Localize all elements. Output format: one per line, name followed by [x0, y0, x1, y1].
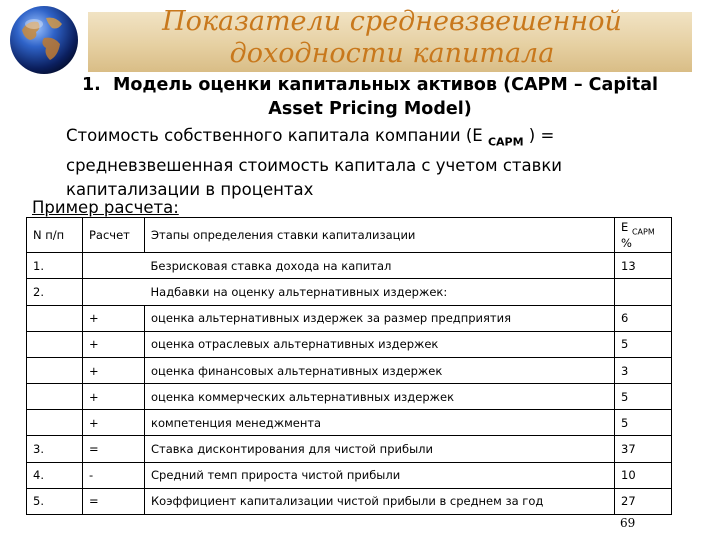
section-heading	[70, 73, 670, 121]
row-value: 13	[615, 253, 672, 279]
page-number: 69	[620, 516, 636, 530]
globe-icon	[8, 4, 80, 76]
row-number: 2.	[27, 279, 83, 305]
capm-subscript: CAPM	[487, 135, 524, 149]
header-stages: Этапы определения ставки капитализации	[145, 218, 615, 253]
row-value: 5	[615, 331, 672, 357]
definition-text-start: Стоимость собственного капитала компании (Е	[66, 126, 488, 145]
row-description: оценка альтернативных издержек за размер предприятия	[145, 305, 615, 331]
row-value: 10	[615, 462, 672, 488]
row-operator: +	[83, 410, 145, 436]
row-number	[27, 410, 83, 436]
table-row	[27, 488, 672, 514]
row-value: 5	[615, 410, 672, 436]
row-description: оценка отраслевых альтернативных издержек	[145, 331, 615, 357]
slide-title: Показатели средневзвешенной доходности капитала	[162, 6, 622, 69]
header-capm-sub: CAPM	[631, 227, 655, 237]
row-description: оценка финансовых альтернативных издержек	[145, 357, 615, 383]
table-row	[27, 357, 672, 383]
row-operator	[83, 253, 145, 279]
row-number	[27, 331, 83, 357]
definition-text-end: ) = средневзвешенная стоимость капитала с учетом ставки капитализации в процентах	[66, 126, 563, 200]
row-operator: +	[83, 384, 145, 410]
row-operator: +	[83, 357, 145, 383]
row-number: 1.	[27, 253, 83, 279]
row-number: 4.	[27, 462, 83, 488]
row-number	[27, 305, 83, 331]
header-capm-rate	[615, 218, 672, 253]
row-description: Средний темп прироста чистой прибыли	[145, 462, 615, 488]
row-description: оценка коммерческих альтернативных издержек	[145, 384, 615, 410]
row-number: 3.	[27, 436, 83, 462]
header-number: N п/п	[27, 218, 83, 253]
row-description: компетенция менеджмента	[145, 410, 615, 436]
table-row	[27, 253, 672, 279]
row-value: 6	[615, 305, 672, 331]
row-value: 27	[615, 488, 672, 514]
table-row	[27, 331, 672, 357]
example-label-text: Пример расчета:	[32, 198, 179, 217]
row-value	[615, 279, 672, 305]
header-calculation: Расчет	[83, 218, 145, 253]
row-description: Коэффициент капитализации чистой прибыли в среднем за год	[145, 488, 615, 514]
header-e: E	[621, 220, 629, 234]
row-number	[27, 357, 83, 383]
row-operator: =	[83, 488, 145, 514]
row-number	[27, 384, 83, 410]
table-row	[27, 279, 672, 305]
row-description: Ставка дисконтирования для чистой прибыли	[145, 436, 615, 462]
calculation-table	[26, 217, 672, 515]
row-value: 37	[615, 436, 672, 462]
row-description: Безрисковая ставка дохода на капитал	[145, 253, 615, 279]
table-row	[27, 384, 672, 410]
row-operator: -	[83, 462, 145, 488]
row-operator: =	[83, 436, 145, 462]
table-row	[27, 462, 672, 488]
table-header-row	[27, 218, 672, 253]
row-value: 5	[615, 384, 672, 410]
row-operator	[83, 279, 145, 305]
header-percent: %	[621, 236, 632, 251]
table-row	[27, 410, 672, 436]
table-row	[27, 305, 672, 331]
row-operator: +	[83, 305, 145, 331]
row-description: Надбавки на оценку альтернативных издержек:	[145, 279, 615, 305]
definition-paragraph	[66, 124, 626, 202]
row-operator: +	[83, 331, 145, 357]
row-value: 3	[615, 357, 672, 383]
section-heading-text: Модель оценки капитальных активов (CAPM – Capital Asset Pricing Model)	[112, 75, 659, 119]
table-row	[27, 436, 672, 462]
row-number: 5.	[27, 488, 83, 514]
section-number: 1.	[81, 75, 101, 95]
